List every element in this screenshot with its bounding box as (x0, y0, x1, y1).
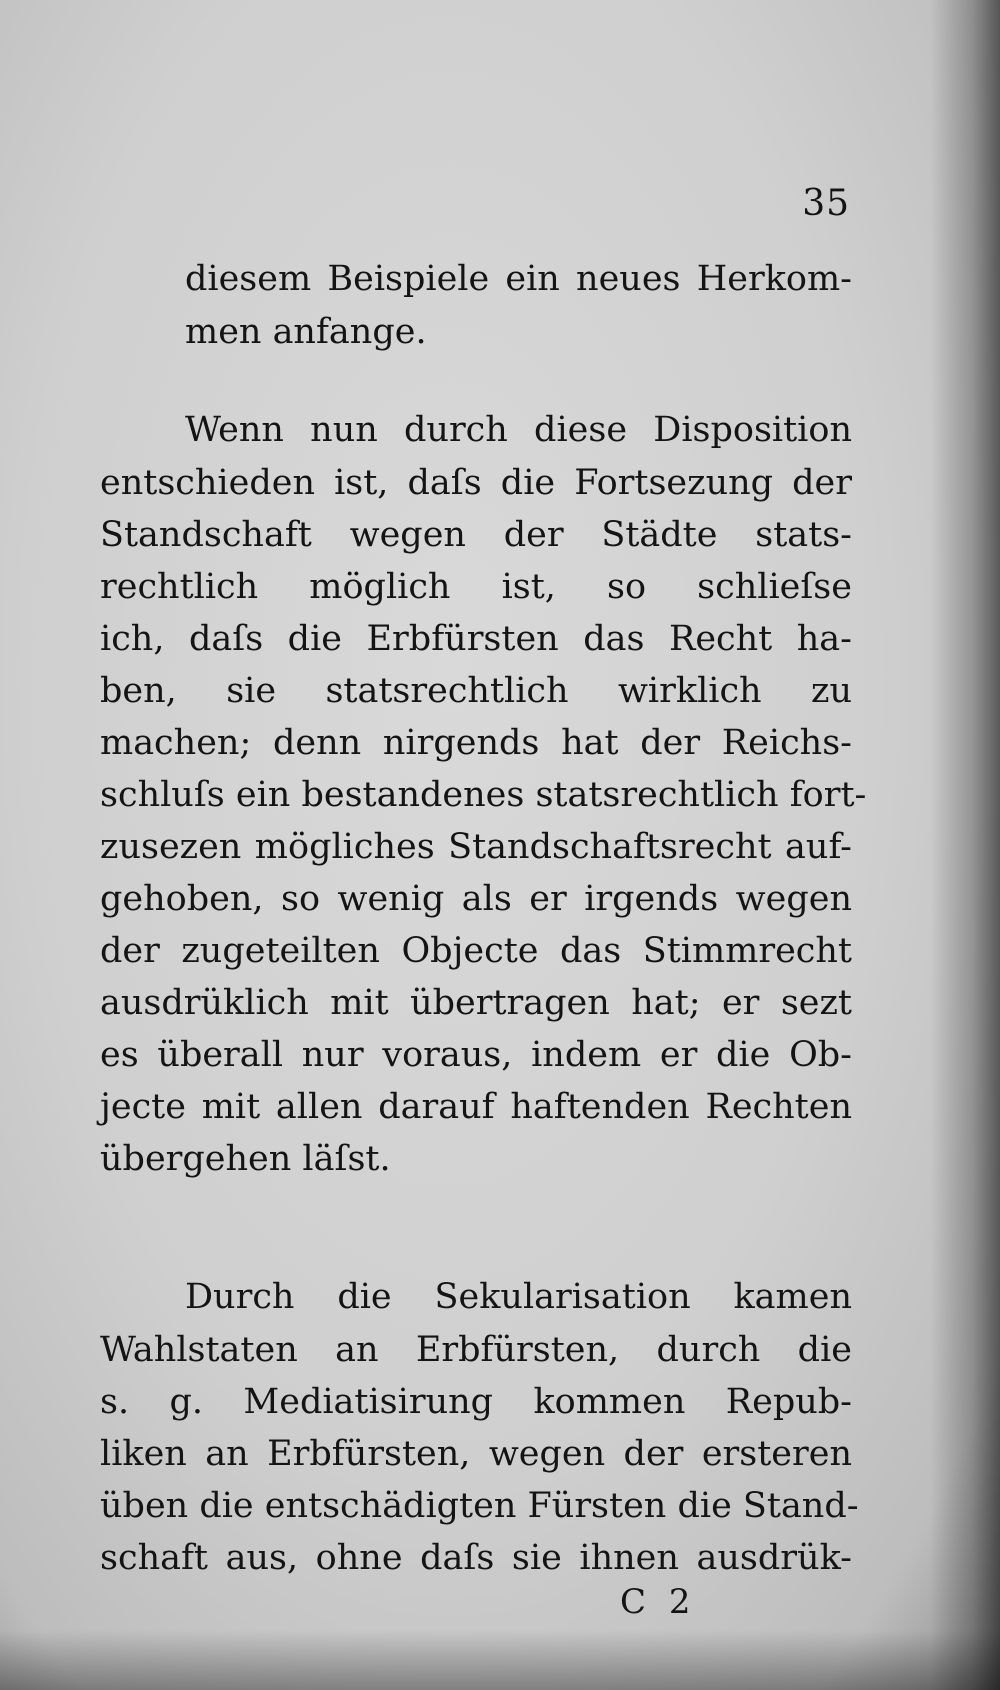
text-line: es überall nur voraus, indem er die Ob- (100, 1035, 852, 1075)
page-number: 35 (802, 183, 850, 224)
text-line: machen; denn nirgends hat der Reichs- (100, 723, 852, 763)
text-line: Standschaft wegen der Städte stats- (100, 515, 852, 555)
text-line: der zugeteilten Objecte das Stimmrecht (100, 931, 852, 971)
text-line: ich, daſs die Erbfürsten das Recht ha- (100, 619, 852, 659)
text-line: zusezen mögliches Standschaftsrecht auf- (100, 827, 852, 867)
text-line: ben, sie statsrechtlich wirklich zu (100, 671, 852, 711)
text-line: rechtlich möglich ist, so schlieſse (100, 567, 852, 607)
text-line: schluſs ein bestandenes statsrechtlich fort- (100, 775, 867, 815)
text-line: Wenn nun durch diese Disposition (185, 410, 852, 450)
text-line: Durch die Sekularisation kamen (185, 1277, 852, 1317)
text-line: übergehen läſst. (100, 1139, 391, 1179)
text-line: liken an Erbfürsten, wegen der ersteren (100, 1434, 852, 1474)
text-line: schaft aus, ohne daſs sie ihnen ausdrük- (100, 1538, 852, 1578)
signature-mark: C 2 (620, 1582, 697, 1622)
text-line: üben die entschädigten Fürsten die Stand- (100, 1486, 859, 1526)
page-edge-shadow (930, 0, 1000, 1690)
text-line: Wahlstaten an Erbfürsten, durch die (100, 1330, 852, 1370)
text-line: diesem Beispiele ein neues Herkom- (185, 259, 852, 299)
text-line: ausdrüklich mit übertragen hat; er sezt (100, 983, 852, 1023)
text-line: entschieden ist, daſs die Fortsezung der (100, 463, 852, 503)
text-line: jecte mit allen darauf haftenden Rechten (100, 1087, 852, 1127)
text-line: gehoben, so wenig als er irgends wegen (100, 879, 852, 919)
text-line: men anfange. (185, 312, 427, 352)
page-bottom-shadow (0, 1630, 1000, 1690)
text-line: s. g. Mediatisirung kommen Repub- (100, 1382, 852, 1422)
